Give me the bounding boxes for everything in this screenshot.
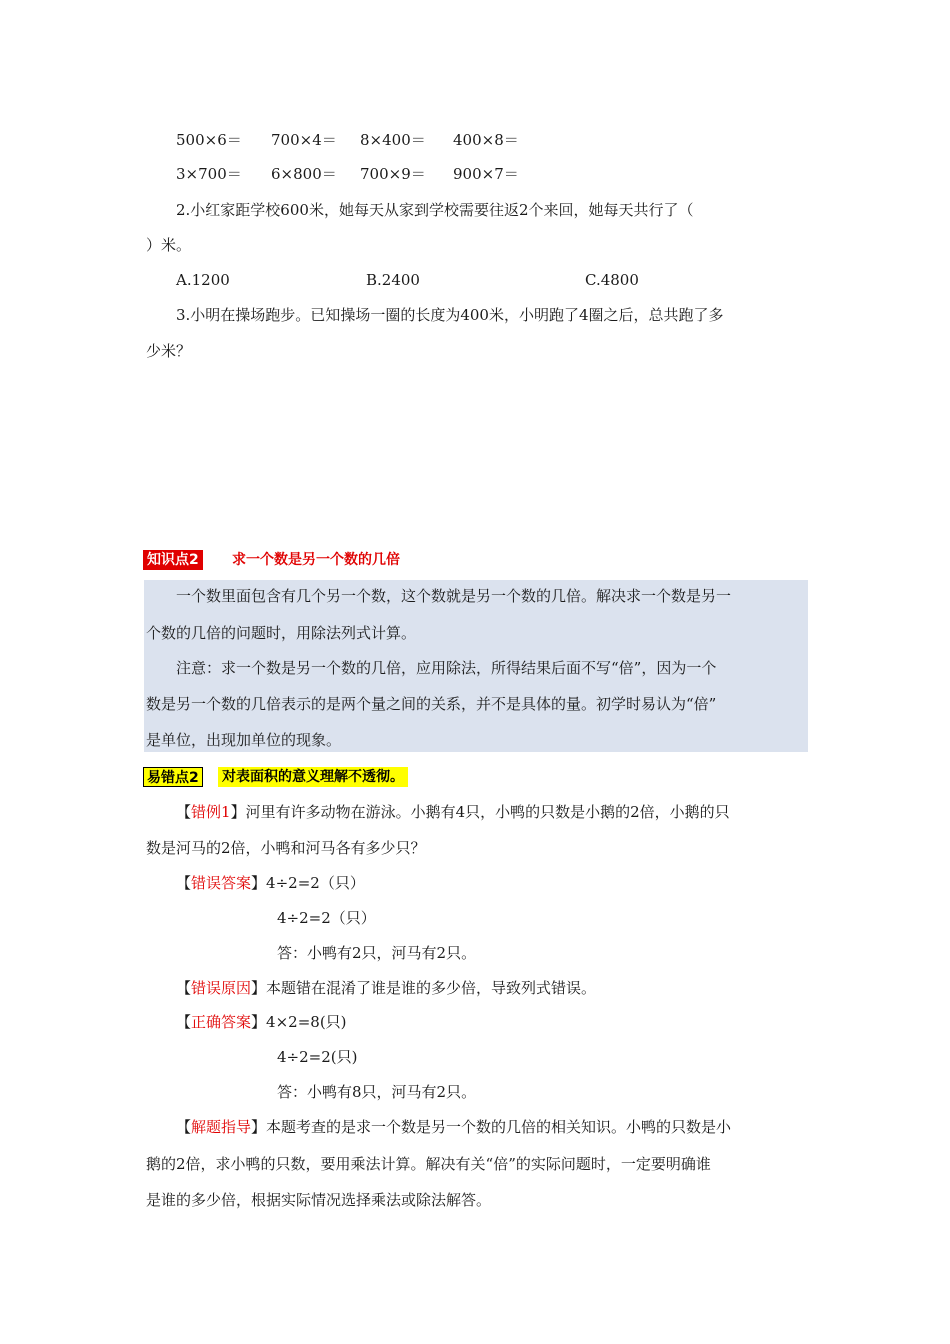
exercise-item: 500×6＝ xyxy=(176,131,242,149)
wrong-answer-formula-2: 4÷2=2（只） xyxy=(277,909,376,927)
exercise-item: 3×700＝ xyxy=(176,165,242,183)
question-2-line-2: ）米。 xyxy=(146,236,192,254)
wrong-reason-text: 本题错在混淆了谁是谁的多少倍，导致列式错误。 xyxy=(266,979,597,997)
exercise-item: 700×4＝ xyxy=(271,131,337,149)
exercise-row-1 xyxy=(0,130,950,150)
wrong-reason-line xyxy=(176,978,596,998)
guidance-text: 本题考查的是求一个数是另一个数的几倍的相关知识。小鸭的只数是小 xyxy=(266,1118,732,1136)
correct-answer-conclusion: 答：小鸭有8只，河马有2只。 xyxy=(277,1083,477,1101)
example-label-bracket: 【 xyxy=(176,803,192,821)
option-a: A.1200 xyxy=(176,271,230,289)
wrong-answer-bracket: 】 xyxy=(251,874,267,892)
concept-para-2-line-3: 是单位，出现加单位的现象。 xyxy=(146,731,342,749)
question-2-options xyxy=(0,270,950,290)
exercise-item: 8×400＝ xyxy=(360,131,426,149)
exercise-item: 700×9＝ xyxy=(360,165,426,183)
exercise-item: 6×800＝ xyxy=(271,165,337,183)
correct-answer-formula-1: 4×2=8(只) xyxy=(266,1013,347,1031)
concept-para-2-line-1: 注意：求一个数是另一个数的几倍，应用除法，所得结果后面不写“倍”，因为一个 xyxy=(176,659,717,677)
wrong-answer-bracket: 【 xyxy=(176,874,192,892)
concept-para-1-line-1: 一个数里面包含有几个另一个数，这个数就是另一个数的几倍。解决求一个数是另一 xyxy=(176,587,732,605)
example-line-1 xyxy=(176,802,730,822)
correct-answer-bracket: 【 xyxy=(176,1013,192,1031)
question-3-line-2: 少米？ xyxy=(146,342,192,360)
guidance-bracket: 】 xyxy=(251,1118,267,1136)
knowledge-point-label: 知识点2 xyxy=(143,550,203,570)
wrong-answer-label: 错误答案 xyxy=(191,874,252,892)
example-line-2: 数是河马的2倍，小鸭和河马各有多少只？ xyxy=(146,839,426,857)
knowledge-point-title: 求一个数是另一个数的几倍 xyxy=(232,552,400,568)
question-3-line-1: 3.小明在操场跑步。已知操场一圈的长度为400米，小明跑了4圈之后，总共跑了多 xyxy=(176,306,724,324)
correct-answer-bracket: 】 xyxy=(251,1013,267,1031)
guidance-line-1 xyxy=(176,1117,731,1137)
exercise-item: 900×7＝ xyxy=(453,165,519,183)
guidance-label: 解题指导 xyxy=(191,1118,252,1136)
concept-para-2-line-2: 数是另一个数的几倍表示的是两个量之间的关系，并不是具体的量。初学时易认为“倍” xyxy=(146,695,717,713)
wrong-answer-formula-1: 4÷2=2（只） xyxy=(266,874,365,892)
example-label-bracket: 】 xyxy=(230,803,246,821)
wrong-reason-bracket: 【 xyxy=(176,979,192,997)
wrong-reason-bracket: 】 xyxy=(251,979,267,997)
concept-para-1-line-2: 个数的几倍的问题时，用除法列式计算。 xyxy=(146,624,417,642)
example-label: 错例1 xyxy=(191,803,231,821)
error-point-title: 对表面积的意义理解不透彻。 xyxy=(218,767,408,787)
guidance-line-2: 鹅的2倍，求小鸭的只数，要用乘法计算。解决有关“倍”的实际问题时，一定要明确谁 xyxy=(146,1155,711,1173)
exercise-item: 400×8＝ xyxy=(453,131,519,149)
option-c: C.4800 xyxy=(585,271,639,289)
correct-answer-label: 正确答案 xyxy=(191,1013,252,1031)
option-b: B.2400 xyxy=(366,271,420,289)
question-2-line-1: 2.小红家距学校600米，她每天从家到学校需要往返2个来回，她每天共行了（ xyxy=(176,201,694,219)
correct-answer-line-1 xyxy=(176,1012,347,1032)
guidance-bracket: 【 xyxy=(176,1118,192,1136)
correct-answer-formula-2: 4÷2=2(只) xyxy=(277,1048,358,1066)
error-point-label: 易错点2 xyxy=(143,767,203,787)
exercise-row-2 xyxy=(0,164,950,184)
wrong-reason-label: 错误原因 xyxy=(191,979,252,997)
wrong-answer-line-1 xyxy=(176,873,365,893)
example-text: 河里有许多动物在游泳。小鹅有4只，小鸭的只数是小鹅的2倍，小鹅的只 xyxy=(245,803,730,821)
wrong-answer-conclusion: 答：小鸭有2只，河马有2只。 xyxy=(277,944,477,962)
guidance-line-3: 是谁的多少倍，根据实际情况选择乘法或除法解答。 xyxy=(146,1191,492,1209)
